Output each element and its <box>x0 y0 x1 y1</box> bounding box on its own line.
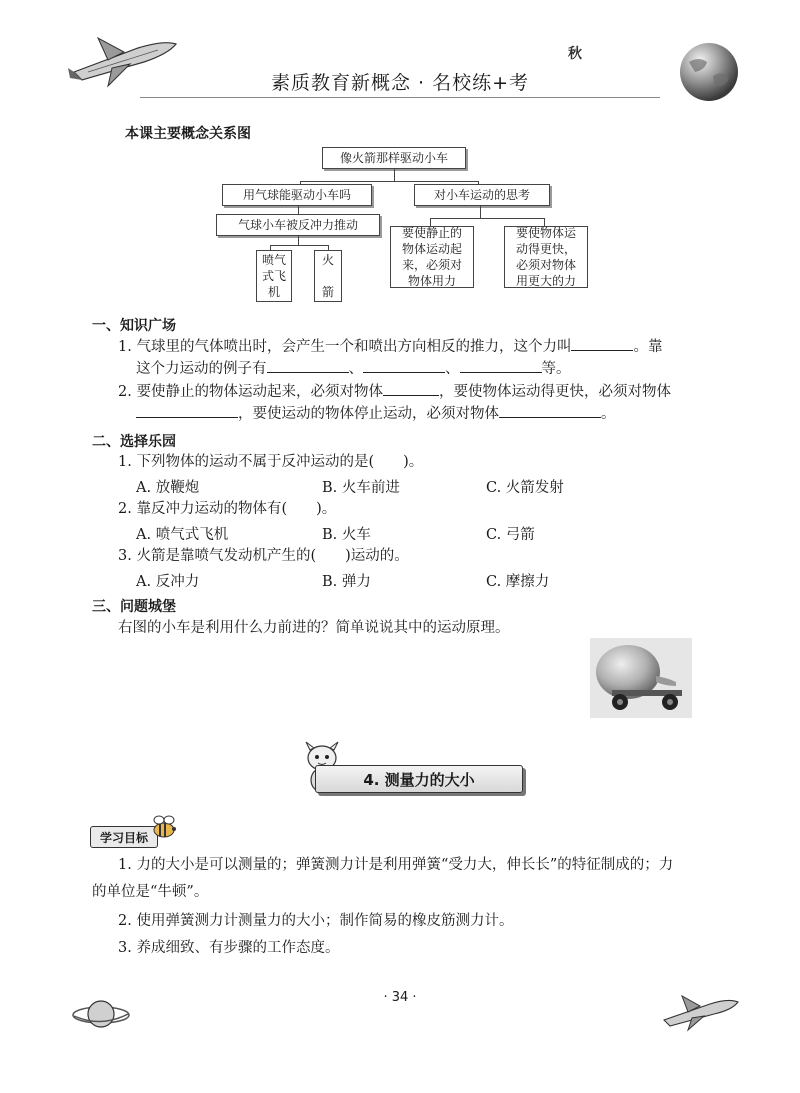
answer-blank[interactable] <box>267 358 349 373</box>
goal-2: 2. 使用弹簧测力计测量力的大小；制作简易的橡皮筋测力计。 <box>118 913 514 929</box>
planet-ring-icon <box>70 994 132 1034</box>
header-title: 素质教育新概念 · 名校练+考 <box>270 72 530 94</box>
leaf-line: 用更大的力 <box>515 274 576 289</box>
leaf-line <box>322 268 334 284</box>
leaf-line: 喷气 <box>261 252 286 267</box>
globe-icon <box>677 40 741 104</box>
section-problem-title: 三、问题城堡 <box>92 599 176 615</box>
season-label: 秋 <box>568 46 582 62</box>
option-a[interactable]: A. 反冲力 <box>136 574 200 590</box>
question-text: 要使静止的物体运动起来，必须对物体 <box>136 384 383 400</box>
question-text: ，要使物体运动得更快，必须对物体 <box>438 384 671 400</box>
leaf-line: 要使物体运 <box>515 225 576 240</box>
leaf-line: 要使静止的 <box>401 225 462 240</box>
option-c[interactable]: C. 摩擦力 <box>486 574 550 590</box>
question-text: 这个力运动的例子有 <box>136 361 267 378</box>
connector <box>270 245 328 246</box>
question-1-1 <box>118 336 718 381</box>
leaf-line: 火 <box>321 252 334 267</box>
connector <box>300 181 478 182</box>
concept-root: 像火箭那样驱动小车 <box>322 147 466 169</box>
problem-question: 右图的小车是利用什么力前进的？简单说说其中的运动原理。 <box>118 620 510 636</box>
connector <box>298 206 299 214</box>
chapter-title-banner: 4. 测量力的大小 <box>315 765 523 793</box>
question-1-2 <box>118 381 718 426</box>
goal-3: 3. 养成细致、有步骤的工作态度。 <box>118 940 340 956</box>
leaf-line: 物体用力 <box>407 274 456 289</box>
concept-left-sub: 气球小车被反冲力推动 <box>216 214 380 236</box>
learning-goals-badge: 学习目标 <box>90 826 158 848</box>
choice-question-3: 3. 火箭是靠喷气发动机产生的( )运动的。 <box>118 548 409 564</box>
connector <box>430 218 544 219</box>
concept-leaf-rocket <box>314 250 342 302</box>
space-shuttle-icon <box>660 990 740 1032</box>
page-number: · 34 · <box>383 990 417 1005</box>
answer-blank[interactable] <box>499 403 601 418</box>
goal-1: 1. 力的大小是可以测量的；弹簧测力计是利用弹簧“受力大，伸长长”的特征制成的；力 <box>118 857 674 873</box>
bee-icon <box>148 812 180 840</box>
separator: 、 <box>348 361 363 378</box>
leaf-line: 来，必须对 <box>401 258 462 272</box>
option-b[interactable]: B. 火车前进 <box>322 480 400 496</box>
choice-question-2: 2. 靠反冲力运动的物体有( )。 <box>118 501 337 517</box>
concept-left-branch: 用气球能驱动小车吗 <box>222 184 372 206</box>
balloon-car-photo <box>590 638 692 718</box>
answer-blank[interactable] <box>383 381 439 396</box>
goal-1-cont: 的单位是“牛顿”。 <box>92 884 209 900</box>
concept-map-heading: 本课主要概念关系图 <box>125 126 251 142</box>
option-b[interactable]: B. 弹力 <box>322 574 371 590</box>
answer-blank[interactable] <box>363 358 445 373</box>
option-b[interactable]: B. 火车 <box>322 527 371 543</box>
answer-blank[interactable] <box>136 403 238 418</box>
concept-leaf-jet-plane <box>256 250 292 302</box>
question-text: 。 <box>601 406 616 423</box>
leaf-line: 动得更快， <box>515 241 576 256</box>
separator: 、 <box>445 361 460 378</box>
leaf-line: 箭 <box>321 285 334 299</box>
answer-blank[interactable] <box>571 336 633 351</box>
question-text: ，要使运动的物体停止运动，必须对物体 <box>238 406 499 423</box>
option-a[interactable]: A. 放鞭炮 <box>136 480 200 496</box>
section-knowledge-title: 一、知识广场 <box>92 318 176 334</box>
section-choice-title: 二、选择乐园 <box>92 434 176 450</box>
leaf-line: 式飞 <box>261 268 286 283</box>
concept-leaf-static-force <box>390 226 474 288</box>
answer-blank[interactable] <box>460 358 542 373</box>
connector <box>480 206 481 218</box>
option-c[interactable]: C. 火箭发射 <box>486 480 564 496</box>
leaf-line: 机 <box>267 285 280 300</box>
leaf-line: 物体运动起 <box>401 241 462 256</box>
leaf-line: 必须对物体 <box>515 258 576 272</box>
question-number: 1. <box>118 339 132 355</box>
header-divider <box>140 97 660 98</box>
question-text: 气球里的气体喷出时，会产生一个和喷出方向相反的推力，这个力叫 <box>136 339 572 355</box>
concept-right-branch: 对小车运动的思考 <box>414 184 550 206</box>
choice-question-1: 1. 下列物体的运动不属于反冲运动的是( )。 <box>118 454 424 470</box>
question-text: 等。 <box>541 361 571 378</box>
option-a[interactable]: A. 喷气式飞机 <box>136 527 229 543</box>
connector <box>298 236 299 245</box>
question-text: 。靠 <box>633 339 663 355</box>
option-c[interactable]: C. 弓箭 <box>486 527 535 543</box>
question-number: 2. <box>118 384 132 400</box>
connector <box>394 169 395 181</box>
concept-leaf-bigger-force <box>504 226 588 288</box>
